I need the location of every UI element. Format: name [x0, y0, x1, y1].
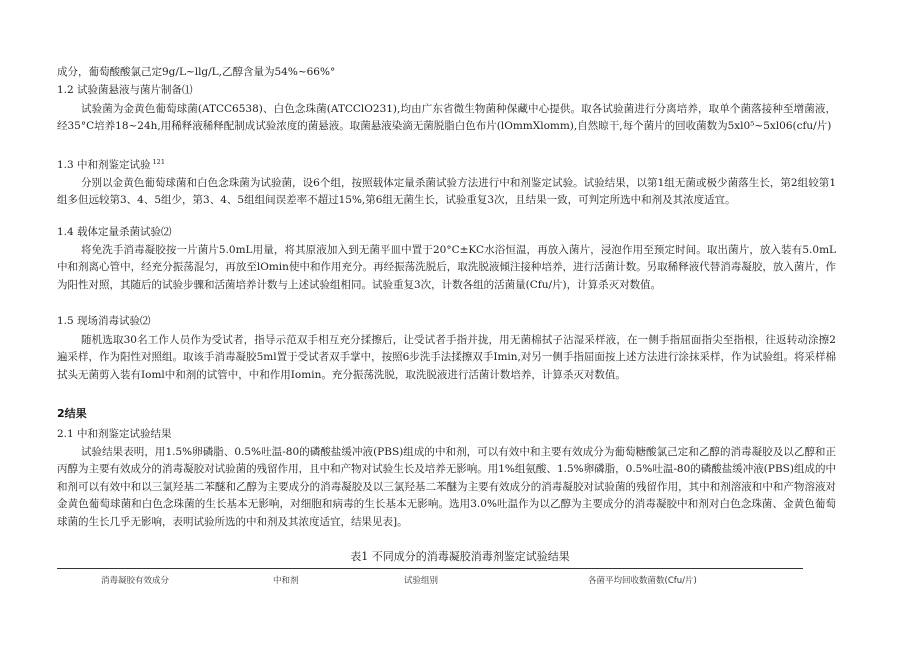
table-header-test-group: 试验组别 [404, 576, 439, 586]
section-2-title: 2结果 [57, 407, 87, 420]
section-1-4-title: 1.4 载体定量杀菌试验⑵ [57, 226, 172, 238]
table-header-recovery-count: 各菌平均回收数菌数(Cfu/片) [588, 576, 697, 586]
section-1-3-heading [57, 157, 836, 174]
table-top-rule [57, 568, 803, 569]
section-1-2-heading [57, 82, 836, 99]
table-header-neutralizer: 中和剂 [273, 576, 299, 586]
section-1-5-paragraph: 随机选取30名工作人员作为受试者，指导示范双手相互充分揉擦后，让受试者手指并拢，用无菌棉拭子沾湿采样液，在一侧手指屈面指尖至指根，往返转动涂擦2遍采样，作为阳性对照组。取该手消毒凝胶5ml置于受试者双手掌中，按照6步洗手法揉擦双手Imin,对另一侧手指屈面按上述方法进行涂抹采样，作为试验组。将采样棉拭头无菌剪入装有Ioml中和剂的试管中，中和作用Iomin。充分振荡洗脱，取洗脱液进行活菌计数培养，计算杀灭对数值。 [57, 334, 836, 381]
section-2-1-title: 2.1 中和剂鉴定试验结果 [57, 428, 172, 440]
section-1-2-paragraph: 试验菌为金黄色葡萄球菌(ATCC6538)、白色念珠菌(ATCClO231),均由广东省微生物菌种保藏中心提供。取各试验菌进行分离培养，取单个菌落接种至增菌液，经35°C培养18~24h,用稀释液稀释配制成试验浓度的菌悬液。取菌悬液染滴无菌脱脂白色布片(lOmmXlomm),自然晾干,每个菌片的回收菌数为5xl0⁵~5xl06(cfu/片) [57, 103, 836, 133]
section-1-4-paragraph: 将免洗手消毒凝胶按一片菌片5.0mL用量，将其原液加入到无菌平皿中置于20°C±KC水浴恒温，再放入菌片，浸泡作用至预定时间。取出菌片，放入装有5.0mL中和剂离心管中，经充分振荡混匀，再放至lOmin使中和作用充分。再经振荡洗脱后，取洗脱液倾注接种培养，进行活菌计数。另取稀释液代替消毒凝胶，放入菌片，作为阳性对照，其随后的试验步骤和活菌培养计数与上述试验组相同。试验重复3次，计数各组的活菌量(Cfu/片)，计算杀灭对数值。 [57, 244, 836, 291]
table-caption: 表1 不同成分的消毒凝胶消毒剂鉴定试验结果 [350, 550, 570, 563]
table-header-active-ingredient: 消毒凝胶有效成分 [101, 576, 170, 586]
section-1-3-title: 1.3 中和剂鉴定试验 [57, 159, 151, 171]
section-2-1-paragraph: 试验结果表明，用1.5%卵磷脂、0.5%吐温-80的磷酸盐缓冲液(PBS)组成的中和剂，可以有效中和主要有效成分为葡萄糖酸氯己定和乙醇的消毒凝胶及以乙醇和正丙醇为主要有效成分的消毒凝胶对试验菌的残留作用，且中和产物对试验生长及培养无影响。用1%组氨酸、1.5%卵磷脂，0.5%吐温-80的磷酸盐缓冲液(PBS)组成的中和剂可以有效中和以三氯羟基二苯醚和乙醇为主要成分的消毒凝胶及以三氯羟基二苯醚为主要有效成分的消毒凝胶对试验菌的残留作用，其中和剂溶液和中和产物溶液对金黄色葡萄球菌和白色念珠菌的生长基本无影响，对细胞和病毒的生长基本无影响。选用3.0%吐温作为以乙醇为主要成分的消毒凝胶中和剂对白色念珠菌、金黄色葡萄球菌的生长几乎无影响，表明试验所选的中和剂及其浓度适宜，结果见表]。 [57, 446, 836, 528]
section-1-3-paragraph: 分别以金黄色葡萄球菌和白色念珠菌为试验菌，设6个组，按照载体定量杀菌试验方法进行中和剂鉴定试验。试验结果，以第1组无菌或极少菌落生长，第2组较第1组多但远较第3、4、5组少，第3、4、5组组间误差率不超过15%,第6组无菌生长，试验重复3次，且结果一致，可判定所选中和剂及其浓度适宜。 [57, 177, 836, 207]
section-1-2-ref: ⑴ [182, 84, 193, 96]
section-1-2-title: 1.2 试验菌悬液与菌片制备 [57, 84, 183, 96]
section-1-3-ref: 121 [152, 157, 165, 166]
intro-line: 成分，葡萄酸酸氯己定9g/L~llg/L,乙醇含量为54%~66%° [57, 66, 336, 78]
section-1-5-title: 1.5 现场消毒试验⑵ [57, 315, 151, 327]
